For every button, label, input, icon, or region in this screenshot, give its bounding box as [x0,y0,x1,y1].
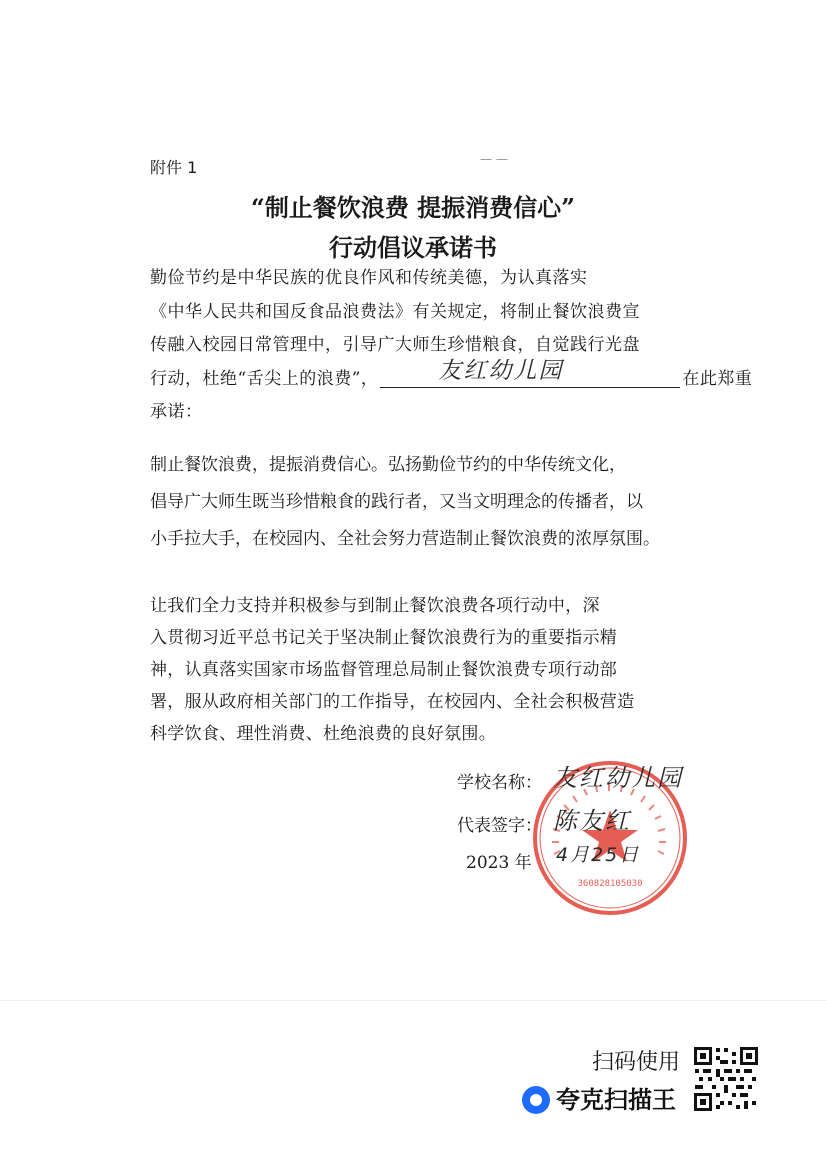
scan-to-use-text: 扫码使用 [592,1050,681,1075]
quark-logo-icon [522,1086,550,1114]
brand-name: 夸克扫描王 [556,1086,676,1114]
school-name-signature: 友红幼儿园 [553,764,683,792]
representative-label: 代表签字： [457,816,542,836]
representative-signature: 陈友红 [553,807,631,835]
line4-before-text: 行动，杜绝“舌尖上的浪费”， [150,368,379,389]
paragraph-3-line-3: 神，认真落实国家市场监督管理总局制止餐饮浪费专项行动部 [150,660,618,680]
paragraph-3-line-5: 科学饮食、理性消费、杜绝浪费的良好氛围。 [150,724,496,744]
paragraph-1-line-5: 承诺： [150,402,203,422]
paragraph-2-line-3: 小手拉大手，在校园内、全社会努力营造制止餐饮浪费的浓厚氛围。 [150,529,660,549]
paragraph-3-line-1: 让我们全力支持并积极参与到制止餐饮浪费各项行动中，深 [150,596,600,616]
line4-after-text: 在此郑重 [682,368,753,389]
paragraph-3 [150,590,634,750]
paragraph-2-line-2: 倡导广大师生既当珍惜粮食的践行者，又当文明理念的传播者，以 [150,492,643,512]
paragraph-1-line-4 [150,357,753,397]
document-title-line2: 行动倡议承诺书 [329,233,497,262]
date-handwritten: 4月25日 [556,844,641,866]
brand-watermark [522,1080,676,1115]
paragraph-1-line-3: 传融入校园日常管理中，引导广大师生珍惜粮食，自觉践行光盘 [150,335,640,355]
paragraph-3-line-2: 入贯彻习近平总书记关于坚决制止餐饮浪费行为的重要指示精 [150,628,618,648]
date-year: 2023 年 [466,853,532,873]
paragraph-1 [150,262,752,430]
school-name-label: 学校名称： [457,773,542,793]
header-dash: — — [480,152,508,166]
paragraph-2-line-1: 制止餐饮浪费，提振消费信心。弘扬勤俭节约的中华传统文化， [150,455,626,475]
paragraph-1-line-1: 勤俭节约是中华民族的优良作风和传统美德，为认真落实 [150,268,588,288]
document-title-line1: “制止餐饮浪费 提振消费信心” [251,193,575,222]
paragraph-2 [150,447,660,558]
paragraph-3-line-4: 署，服从政府相关部门的工作指导，在校园内、全社会积极营造 [150,692,635,712]
school-name-handwritten: 友红幼儿园 [438,357,564,384]
paragraph-1-line-2: 《中华人民共和国反食品浪费法》有关规定，将制止餐饮浪费宣 [150,301,640,322]
attachment-label: 附件 1 [150,158,198,177]
school-name-blank [380,357,680,388]
qr-code-icon[interactable] [692,1045,760,1113]
seal-number: 360828105030 [577,879,643,889]
